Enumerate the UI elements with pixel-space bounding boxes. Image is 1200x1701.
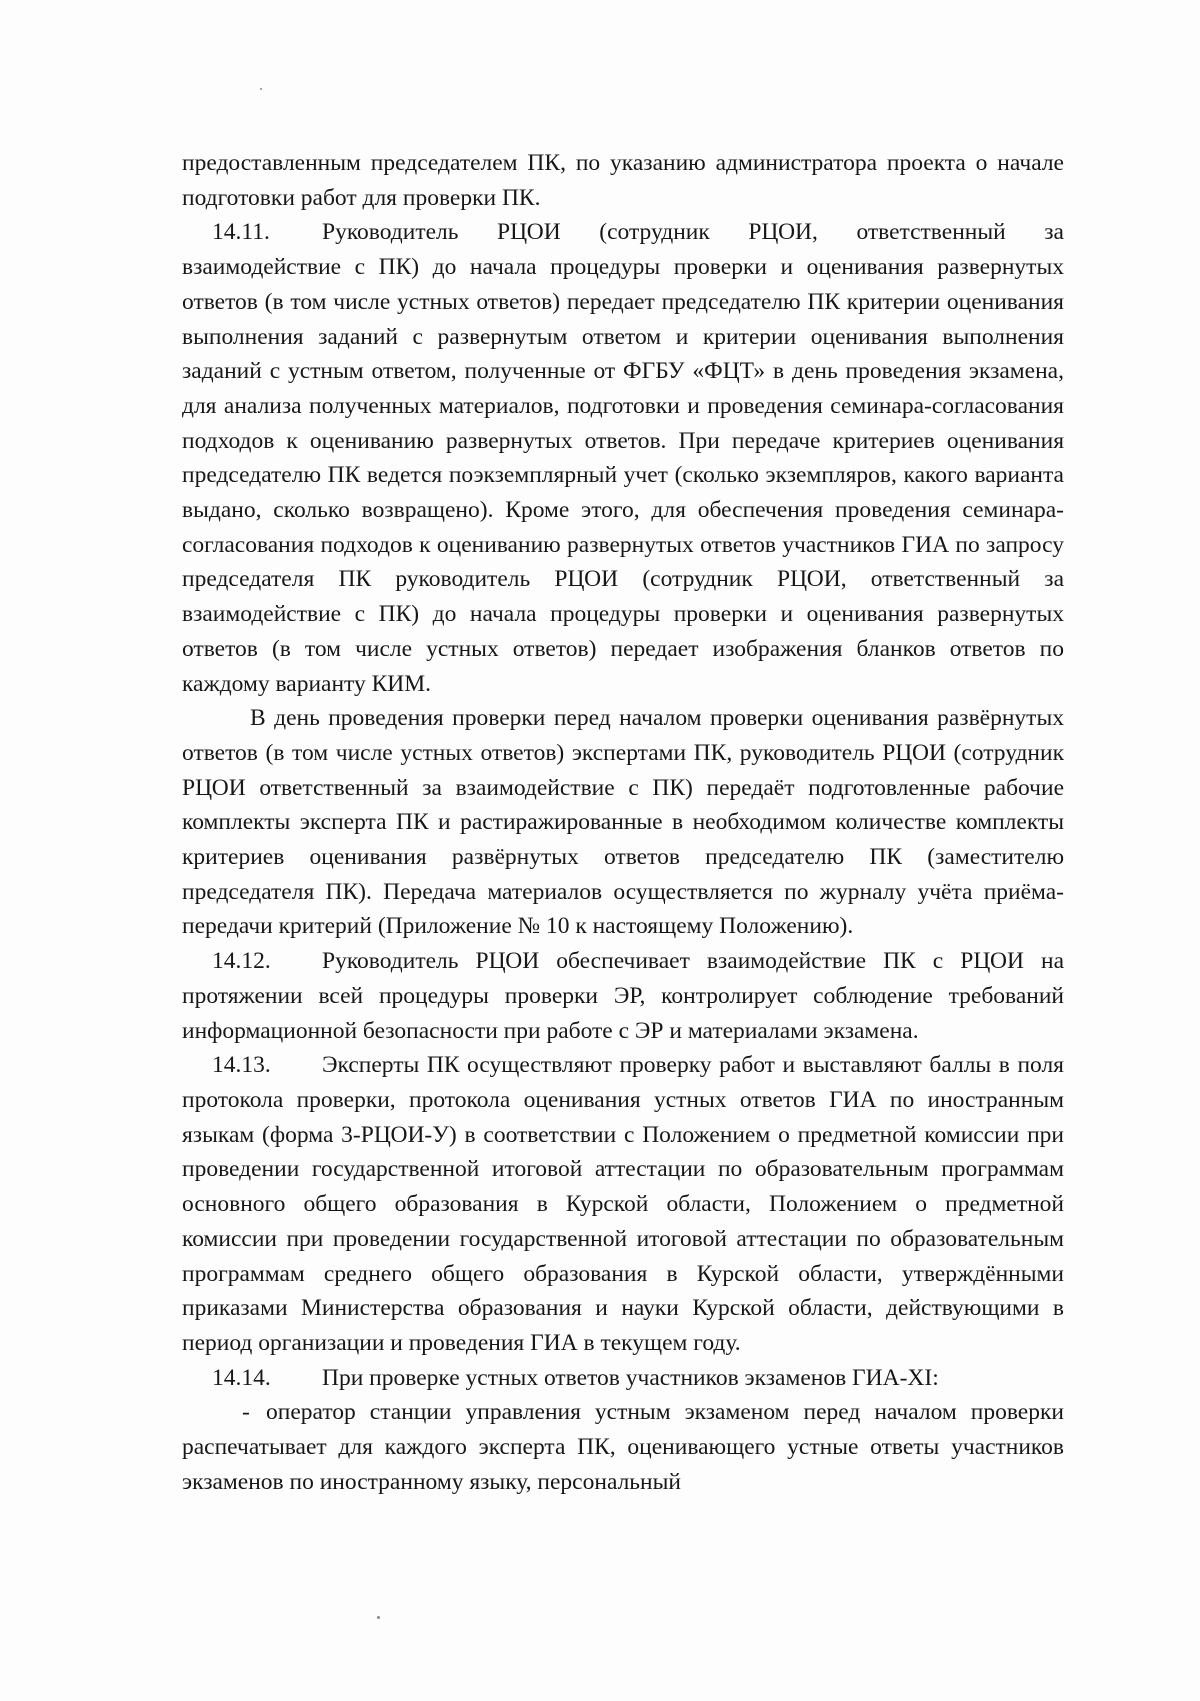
- paragraph-number: 14.14.: [212, 1364, 271, 1391]
- paragraph-text: В день проведения проверки перед началом проверки оценивания развёрнутых ответов (в том числе устных ответов) экспертами ПК, руководитель РЦОИ (сотрудник РЦОИ ответственный за взаимодействие с ПК) передаёт подготовленные рабочие комплекты эксперта ПК и растиражированные в необходимом количестве комплекты критериев оценивания развёрнутых ответов председателю ПК (заместителю председателя ПК). Передача материалов осуществляется по журналу учёта приёма-передачи критерий (Приложение № 10 к настоящему Положению).: [182, 705, 1064, 940]
- paragraph-text: предоставленным председателем ПК, по указанию администратора проекта о начале подготовки работ для проверки ПК.: [182, 150, 1064, 211]
- paragraph-number: 14.12.: [212, 948, 271, 975]
- paragraph-text: оператор станции управления устным экзаменом перед началом проверки распечатывает для каждого эксперта ПК, оценивающего устные ответы участников экзаменов по иностранному языку, персональный: [182, 1399, 1064, 1495]
- paragraph-text: Руководитель РЦОИ (сотрудник РЦОИ, ответственный за взаимодействие с ПК) до начала процедуры проверки и оценивания развернутых ответов (в том числе устных ответов) передает председателю ПК критерии оценивания выполнения заданий с развернутым ответом и критерии оценивания выполнения заданий с устным ответом, полученные от ФГБУ «ФЦТ» в день проведения экзамена, для анализа полученных материалов, подготовки и проведения семинара-согласования подходов к оцениванию развернутых ответов. При передаче критериев оценивания председателю ПК ведется поэкземплярный учет (сколько экземпляров, какого варианта выдано, сколько возвращено). Кроме этого, для обеспечения проведения семинара-согласования подходов к оцениванию развернутых ответов участников ГИА по запросу председателя ПК руководитель РЦОИ (сотрудник РЦОИ, ответственный за взаимодействие с ПК) до начала процедуры проверки и оценивания развернутых ответов (в том числе устных ответов) передает изображения бланков ответов по каждому варианту КИМ.: [182, 219, 1064, 697]
- document-body: [182, 146, 1064, 1499]
- paragraph-14-13: [182, 1048, 1064, 1360]
- scan-speck-bottom: [377, 1616, 380, 1619]
- paragraph-14-12: [182, 944, 1064, 1048]
- bullet-dash: -: [242, 1399, 250, 1426]
- paragraph-number: 14.13.: [212, 1052, 271, 1079]
- paragraph-text: При проверке устных ответов участников экзаменов ГИА-XI:: [322, 1364, 939, 1391]
- paragraph-14-14: [182, 1361, 1064, 1396]
- bullet-item: [182, 1395, 1064, 1499]
- paragraph-number: 14.11.: [212, 219, 270, 246]
- paragraph-continuation: [182, 146, 1064, 215]
- paragraph-handover-day: [182, 701, 1064, 944]
- scan-speck-top: [260, 88, 262, 90]
- paragraph-14-11: [182, 215, 1064, 701]
- paragraph-text: Эксперты ПК осуществляют проверку работ и выставляют баллы в поля протокола проверки, протокола оценивания устных ответов ГИА по иностранным языкам (форма 3-РЦОИ-У) в соответствии с Положением о предметной комиссии при проведении государственной итоговой аттестации по образовательным программам основного общего образования в Курской области, Положением о предметной комиссии при проведении государственной итоговой аттестации по образовательным программам среднего общего образования в Курской области, утверждёнными приказами Министерства образования и науки Курской области, действующими в период организации и проведения ГИА в текущем году.: [182, 1052, 1064, 1356]
- paragraph-text: Руководитель РЦОИ обеспечивает взаимодействие ПК с РЦОИ на протяжении всей процедуры проверки ЭР, контролирует соблюдение требований информационной безопасности при работе с ЭР и материалами экзамена.: [182, 948, 1064, 1044]
